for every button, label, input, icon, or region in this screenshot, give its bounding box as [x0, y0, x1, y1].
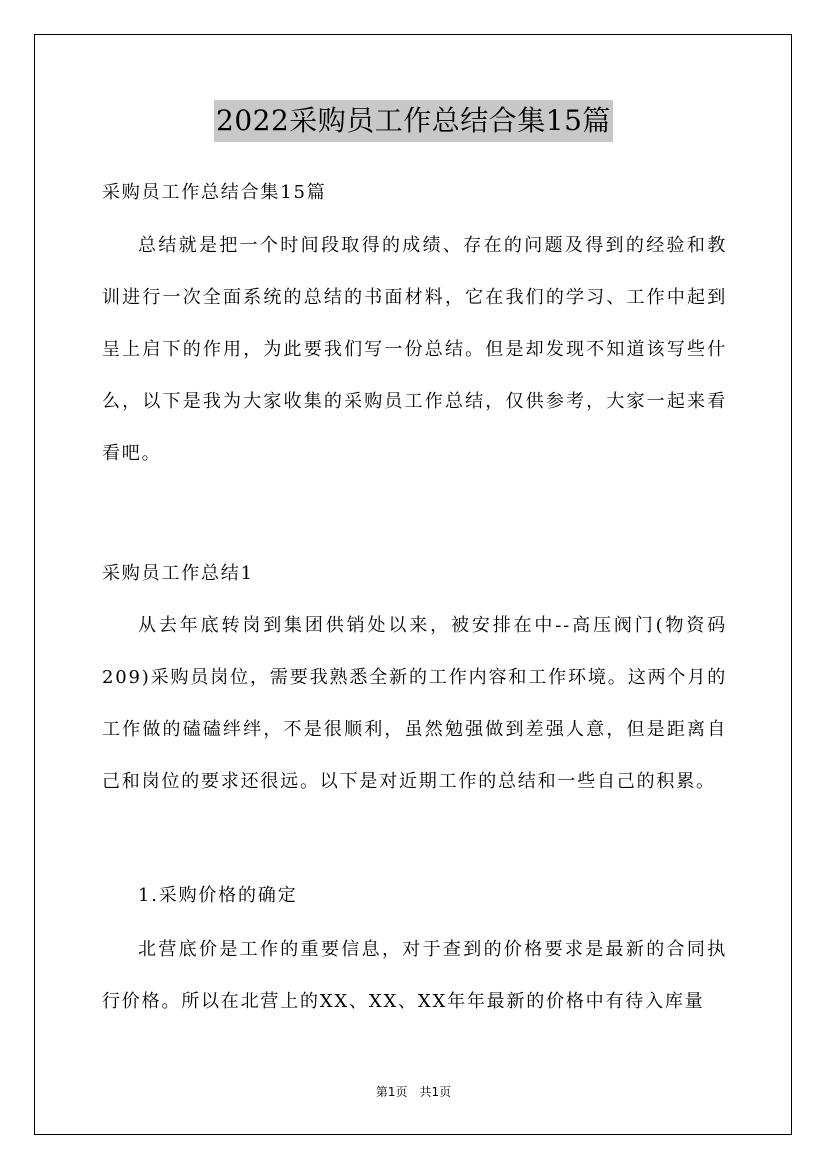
page-footer [0, 1083, 827, 1100]
title-container [0, 100, 827, 142]
section-paragraph-2: 北营底价是工作的重要信息，对于查到的价格要求是最新的合同执行价格。所以在北营上的XX、XX、XX年年最新的价格中有待入库量 [102, 939, 727, 1012]
document-subtitle: 采购员工作总结合集15篇 [102, 182, 327, 203]
intro-paragraph: 总结就是把一个时间段取得的成绩、存在的问题及得到的经验和教训进行一次全面系统的总结的书面材料，它在我们的学习、工作中起到呈上启下的作用，为此要我们写一份总结。但是却发现不知道该写些什么，以下是我为大家收集的采购员工作总结，仅供参考，大家一起来看看吧。 [102, 235, 727, 464]
section-paragraph-1: 从去年底转岗到集团供销处以来，被安排在中--高压阀门(物资码209)采购员岗位，需要我熟悉全新的工作内容和工作环境。这两个月的工作做的磕磕绊绊，不是很顺利，虽然勉强做到差强人意，但是距离自己和岗位的要求还很远。以下是对近期工作的总结和一些自己的积累。 [102, 615, 727, 792]
document-title: 2022采购员工作总结合集15篇 [214, 100, 613, 142]
section-heading: 采购员工作总结1 [102, 563, 254, 584]
page-number: 第1页 [375, 1085, 408, 1099]
page-total: 共1页 [419, 1085, 452, 1099]
sub-heading: 1.采购价格的确定 [138, 885, 298, 906]
